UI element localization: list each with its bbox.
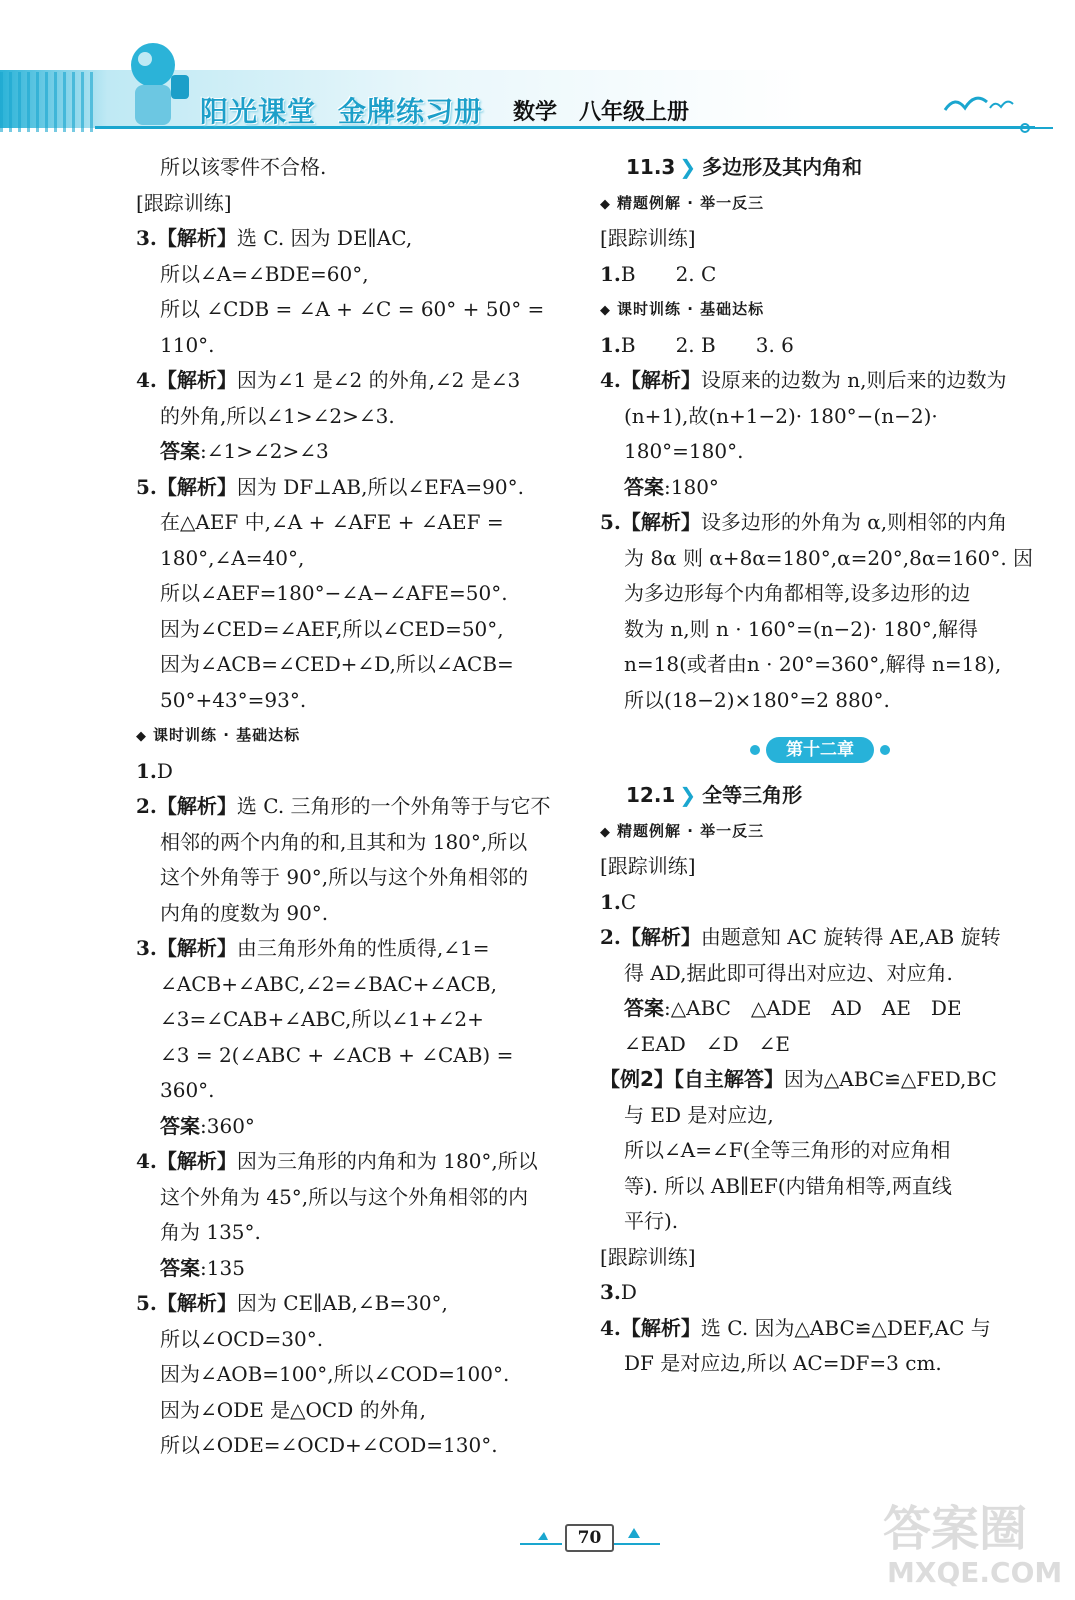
line-text: 由题意知 AC 旋转得 AE,AB 旋转 [700,925,1001,949]
line-text: 的外角,所以∠1>∠2>∠3. [160,403,395,428]
text-line [600,1169,1040,1205]
question-number: 4. [600,368,621,392]
page-footer [520,1522,660,1552]
line-text: 所以该零件不合格. [160,155,327,179]
text-line [136,576,576,612]
text-line [600,1027,1040,1063]
birds-icon [935,80,1055,140]
question-line [600,885,1040,921]
line-text: 所以∠AEF=180°−∠A−∠AFE=50°. [160,581,508,605]
line-text: B 2. B 3. 6 [620,332,794,357]
question-line [136,1144,576,1180]
section-number: 11.3 [626,155,676,179]
line-text: [跟踪训练] [600,226,696,250]
line-text: D [620,1280,637,1304]
text-line [600,1098,1040,1134]
line-text: 因为三角形的内角和为 180°,所以 [236,1149,538,1173]
section-title: 全等三角形 [702,783,803,807]
question-number: 1. [600,261,621,286]
chevron-right-icon: ❯ [679,155,697,179]
text-line [136,257,576,293]
header-stripes [0,72,95,132]
question-line [600,328,1040,364]
text-line [136,683,576,719]
line-text: 在△AEF 中,∠A + ∠AFE + ∠AEF = [160,510,504,534]
answer-tag: 【例2】【自主解答】 [600,1067,784,1091]
text-line [136,967,576,1003]
text-line [136,1002,576,1038]
line-text: 设原来的边数为 n,则后来的边数为 [700,368,1007,392]
question-number: 3. [136,936,157,960]
page-number: 70 [565,1524,614,1552]
subject-label: 数学 [513,100,558,125]
text-line [136,292,576,328]
text-line [136,860,576,896]
line-text: :△ABC △ADE AD AE DE [664,996,962,1020]
line-text: 110°. [160,332,215,357]
question-number: 4. [136,1149,157,1173]
text-line [136,1038,576,1074]
subject-grade [513,95,689,126]
line-text: B 2. C [620,261,717,286]
answer-tag: 【解析】 [156,1291,237,1315]
line-text: 选 C. 因为△ABC≌△DEF,AC 与 [700,1315,991,1340]
question-line [600,920,1040,956]
brand-title [200,90,483,130]
line-text: ∠ACB+∠ABC,∠2=∠BAC+∠ACB, [160,971,497,996]
answer-tag: 【解析】 [620,368,701,392]
text-line [136,1109,576,1145]
line-text: 因为∠ACB=∠CED+∠D,所以∠ACB= [160,652,514,676]
text-line [600,956,1040,992]
line-text: 因为∠ODE 是△OCD 的外角, [160,1397,426,1422]
text-line [600,1062,1040,1098]
line-text: 180°=180°. [624,439,744,463]
line-text: 得 AD,据此即可得出对应边、对应角. [624,960,953,985]
watermark-bottom: MXQE.COM [887,1556,1063,1589]
question-line [600,505,1040,541]
question-number: 4. [600,1315,621,1340]
answer-tag: 【解析】 [156,1149,237,1173]
answer-tag: 【解析】 [156,936,237,960]
line-text: 内角的度数为 90°. [160,900,329,925]
question-line [136,1286,576,1322]
line-text: 因为∠AOB=100°,所以∠COD=100°. [160,1362,510,1386]
question-line [600,1311,1040,1347]
line-text: 角为 135°. [160,1220,261,1244]
line-text: 因为 DF⊥AB,所以∠EFA=90°. [236,474,524,499]
section-heading [600,150,1040,186]
text-line [136,1180,576,1216]
text-line [600,541,1040,577]
line-text: 为 8α 则 α+8α=180°,α=20°,8α=160°. 因 [624,545,1034,570]
answer-tag: 【解析】 [620,1315,701,1340]
text-line [600,399,1040,435]
answer-tag: 【解析】 [156,794,237,818]
line-text: 360°. [160,1078,215,1102]
question-number: 5. [136,474,157,499]
text-line [600,683,1040,719]
line-text: :135 [200,1255,245,1280]
line-text: 180°,∠A=40°, [160,545,305,570]
text-line [136,328,576,364]
brand-name: 阳光课堂 [200,95,317,128]
section-title: 多边形及其内角和 [702,155,863,179]
page-header [0,0,1075,140]
section-heading [600,778,1040,814]
text-line [136,612,576,648]
question-number: 2. [600,925,621,949]
brand-series: 金牌练习册 [338,95,484,128]
left-column [136,150,576,1464]
line-text: (n+1),故(n+1−2)· 180°−(n−2)· [624,403,938,428]
line-text: 这个外角等于 90°,所以与这个外角相邻的 [160,865,529,889]
line-text: 与 ED 是对应边, [624,1102,774,1127]
answer-tag: 答案 [160,439,200,463]
question-number: 5. [600,510,621,534]
line-text: :∠1>∠2>∠3 [200,439,329,463]
text-line [600,1240,1040,1276]
text-line [136,434,576,470]
text-line [136,1215,576,1251]
question-line [136,363,576,399]
line-text: 所以∠OCD=30°. [160,1326,324,1351]
text-line [600,434,1040,470]
mascot-icon [105,35,200,130]
line-text: 因为∠1 是∠2 的外角,∠2 是∠3 [236,368,521,392]
question-number: 4. [136,368,157,392]
answer-tag: 【解析】 [156,474,237,499]
text-line [136,1428,576,1464]
text-line [136,505,576,541]
text-line [136,1251,576,1287]
question-number: 3. [136,226,157,250]
line-text: 因为 CE∥AB,∠B=30°, [236,1291,448,1315]
answer-tag: 【解析】 [156,226,237,250]
line-text: 由三角形外角的性质得,∠1= [236,936,490,960]
text-line [136,150,576,186]
question-line [136,789,576,825]
question-line [136,470,576,506]
watermark-logo [875,1490,1065,1590]
line-text: :180° [664,474,719,499]
chapter-label: 第十二章 [766,737,874,763]
line-text: 因为△ABC≌△FED,BC [783,1067,997,1091]
line-text: 所以(18−2)×180°=2 880°. [624,687,890,712]
answer-tag: 【解析】 [156,368,237,392]
line-text: 所以 ∠CDB = ∠A + ∠C = 60° + 50° = [160,297,545,321]
line-text: 平行). [624,1209,679,1233]
line-text: [跟踪训练] [136,190,232,215]
text-line [600,1204,1040,1240]
question-line [600,363,1040,399]
answer-tag: 答案 [160,1255,200,1280]
question-number: 1. [136,758,157,783]
line-text: 等). 所以 AB∥EF(内错角相等,两直线 [624,1173,952,1198]
question-number: 1. [600,332,621,357]
line-text: 为多边形每个内角都相等,设多边形的边 [624,581,971,605]
answer-tag: 答案 [160,1113,200,1138]
watermark-top: 答案圈 [883,1501,1028,1557]
right-column [600,150,1040,1382]
text-line [600,470,1040,506]
question-line [600,1275,1040,1311]
line-text: [跟踪训练] [600,1244,696,1269]
line-text: 选 C. 三角形的一个外角等于与它不 [236,794,551,818]
line-text: 所以∠A=∠BDE=60°, [160,261,369,286]
text-line [600,1133,1040,1169]
text-line [600,576,1040,612]
text-line [136,1393,576,1429]
text-line [136,896,576,932]
answer-tag: 【解析】 [620,925,701,949]
line-text: 选 C. 因为 DE∥AC, [236,226,413,250]
chevron-right-icon: ❯ [679,783,697,807]
subsection-label: ◆ 精题例解 · 举一反三 [600,814,1040,850]
subsection-label: ◆ 精题例解 · 举一反三 [600,186,1040,222]
text-line [136,825,576,861]
line-text: 设多边形的外角为 α,则相邻的内角 [700,510,1008,534]
line-text: 因为∠CED=∠AEF,所以∠CED=50°, [160,616,504,641]
answer-tag: 【解析】 [620,510,701,534]
text-line [136,647,576,683]
line-text: n=18(或者由n · 20°=360°,解得 n=18), [624,652,1002,676]
text-line [136,186,576,222]
line-text: 这个外角为 45°,所以与这个外角相邻的内 [160,1184,529,1209]
subsection-label: ◆ 课时训练 · 基础达标 [600,292,1040,328]
line-text: [跟踪训练] [600,854,696,878]
text-line [136,1322,576,1358]
subsection-label: ◆ 课时训练 · 基础达标 [136,718,576,754]
text-line [600,849,1040,885]
answer-tag: 答案 [624,996,664,1020]
text-line [136,1357,576,1393]
line-text: 数为 n,则 n · 160°=(n−2)· 180°,解得 [624,616,979,641]
line-text: DF 是对应边,所以 AC=DF=3 cm. [624,1351,942,1375]
text-line [600,221,1040,257]
text-line [600,991,1040,1027]
text-line [136,1073,576,1109]
question-line [136,754,576,790]
question-line [136,931,576,967]
text-line [600,612,1040,648]
chapter-heading [600,718,1040,778]
line-text: D [156,758,173,783]
line-text: 所以∠ODE=∠OCD+∠COD=130°. [160,1433,498,1457]
answer-tag: 答案 [624,474,664,499]
line-text: 所以∠A=∠F(全等三角形的对应角相 [624,1138,951,1162]
question-number: 5. [136,1291,157,1315]
text-line [600,1346,1040,1382]
line-text: ∠EAD ∠D ∠E [624,1031,790,1056]
line-text: C [620,889,637,914]
question-number: 1. [600,889,621,914]
question-number: 2. [136,794,157,818]
line-text: :360° [200,1113,255,1138]
line-text: 50°+43°=93°. [160,687,307,712]
grade-label: 八年级上册 [579,100,690,125]
line-text: ∠3 = 2(∠ABC + ∠ACB + ∠CAB) = [160,1042,514,1067]
line-text: ∠3=∠CAB+∠ABC,所以∠1+∠2+ [160,1007,484,1031]
text-line [136,399,576,435]
text-line [600,647,1040,683]
question-line [600,257,1040,293]
section-number: 12.1 [626,783,676,807]
question-number: 3. [600,1280,621,1304]
line-text: 相邻的两个内角的和,且其和为 180°,所以 [160,829,528,854]
question-line [136,221,576,257]
text-line [136,541,576,577]
